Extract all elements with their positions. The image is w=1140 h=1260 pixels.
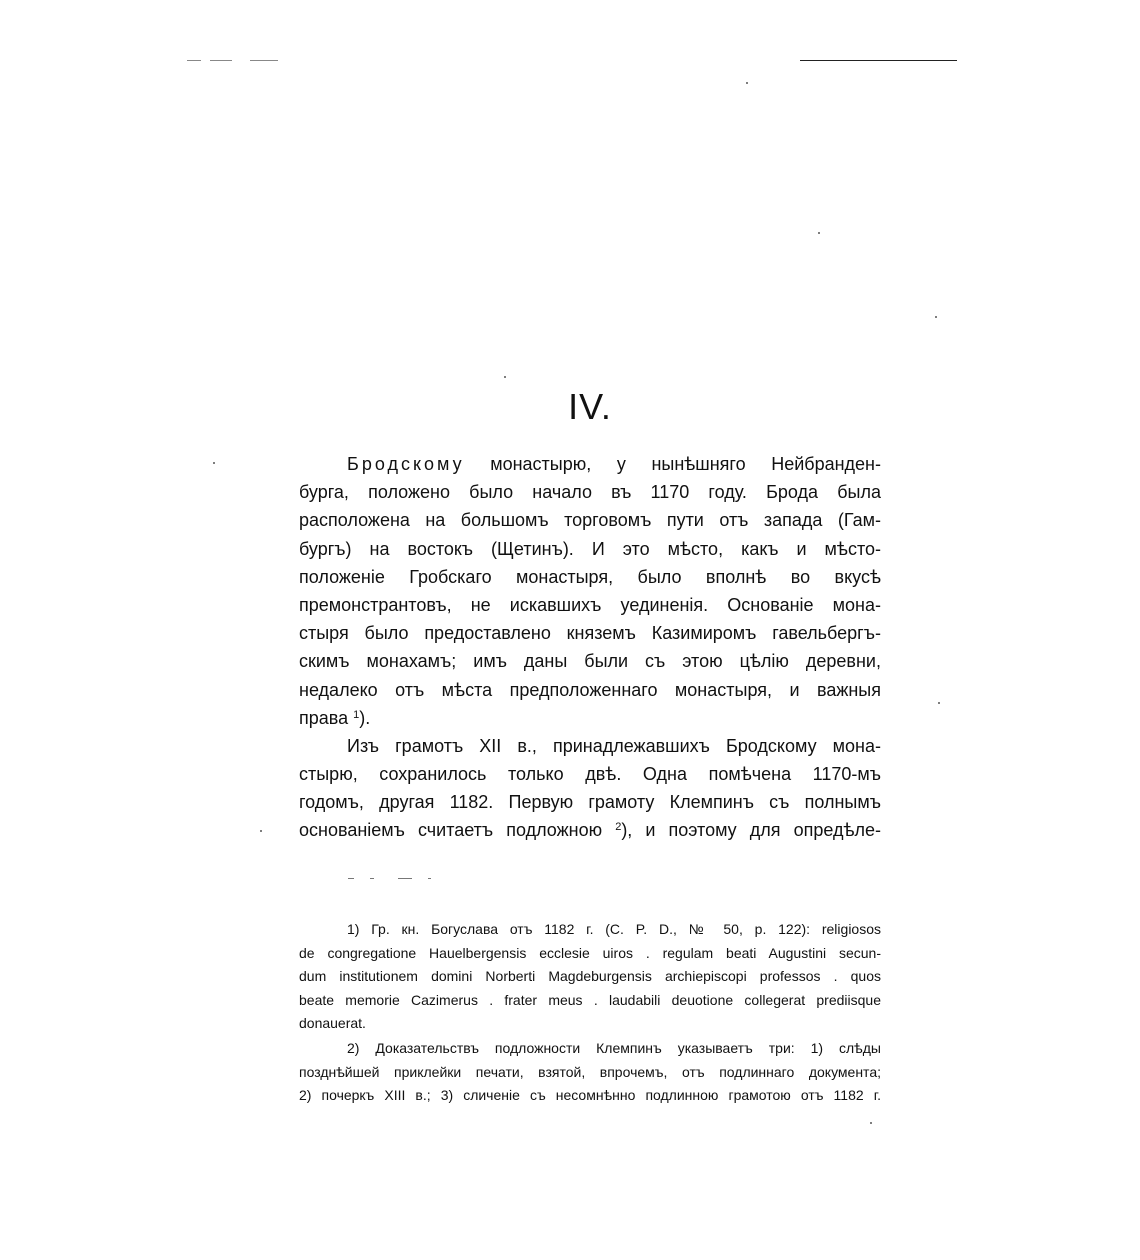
scan-speck [935, 316, 937, 318]
footnotes [299, 918, 881, 1108]
scan-artifact-top-left [187, 60, 201, 61]
text-line: премонстрантовъ, не искавшихъ уединенія. Основаніе мона- [299, 594, 881, 615]
line-text: основаніемъ считаетъ подложною [299, 820, 616, 841]
footnote-ref-2[interactable]: 2 [615, 821, 622, 834]
text-line: расположена на большомъ торговомъ пути отъ запада (Гам- [299, 510, 881, 531]
paragraph-2 [299, 732, 881, 845]
chapter-numeral: IV. [568, 386, 612, 427]
footnote-line: beate memorie Cazimerus . frater meus . laudabili deuotione collegerat prediisque [299, 991, 881, 1008]
text-line: скимъ монахамъ; имъ даны были съ этою цѣлію деревни, [299, 651, 881, 672]
footnote-2 [299, 1037, 881, 1108]
text-line [299, 450, 881, 478]
text-line [299, 816, 881, 844]
line-text: монастырю, у нынѣшняго Нейбранден- [464, 454, 881, 474]
footnote-line: 1) Гр. кн. Богуслава отъ 1182 г. (C. P. D., № 50, p. 122): religiosos [347, 921, 881, 937]
scan-artifact-top-right-rule [800, 60, 957, 61]
scan-speck [870, 1122, 872, 1124]
line-text: ), и поэтому для опредѣле- [621, 820, 881, 841]
text-line: недалеко отъ мѣста предположеннаго монастыря, и важныя [299, 679, 881, 700]
spaced-first-word: Бродскому [347, 454, 465, 474]
scan-speck [938, 702, 940, 704]
scan-speck [213, 462, 215, 464]
text-line: стыря было предоставлено княземъ Казимиромъ гавельбергъ- [299, 623, 881, 644]
footnote-line: donauerat. [299, 1015, 366, 1032]
line-text: ). [359, 707, 371, 728]
footnote-ref-1[interactable]: 1 [353, 708, 360, 721]
text-line: положеніе Гробскаго монастыря, было вполнѣ во вкусѣ [299, 566, 881, 587]
scan-artifact-top-left [210, 60, 232, 61]
footnote-line: de congregatione Hauelbergensis ecclesie uiros . regulam beati Augustini secun- [299, 944, 881, 961]
text-line: Изъ грамотъ XII в., принадлежавшихъ Бродскому мона- [347, 735, 881, 756]
scan-speck [260, 830, 262, 832]
footnote-line: 2) почеркъ XIII в.; 3) сличеніе съ несомнѣнно подлинною грамотою отъ 1182 г. [299, 1087, 881, 1104]
text-line [299, 704, 881, 732]
scan-speck [746, 82, 748, 84]
text-line: годомъ, другая 1182. Первую грамоту Клемпинъ съ полнымъ [299, 792, 881, 813]
footnote-line: позднѣйшей приклейки печати, взятой, впрочемъ, отъ подлиннаго документа; [299, 1063, 881, 1080]
scan-artifact-top-left [250, 60, 278, 61]
footnote-1 [299, 918, 881, 1036]
footnote-separator [348, 878, 434, 880]
scan-speck [504, 376, 506, 378]
line-text: права [299, 707, 354, 728]
main-text [299, 450, 881, 845]
footnote-line: 2) Доказательствъ подложности Клемпинъ указываетъ три: 1) слѣды [347, 1039, 881, 1056]
text-line: бурга, положено было начало въ 1170 году. Брода была [299, 482, 881, 503]
scan-speck [818, 232, 820, 234]
paragraph-1 [299, 450, 881, 732]
text-line: стырю, сохранилось только двѣ. Одна помѣчена 1170-мъ [299, 764, 881, 785]
footnote-line: dum institutionem domini Norberti Magdeburgensis archiepiscopi professos . quos [299, 968, 881, 985]
text-line: бургъ) на востокъ (Щетинъ). И это мѣсто, какъ и мѣсто- [299, 538, 881, 559]
